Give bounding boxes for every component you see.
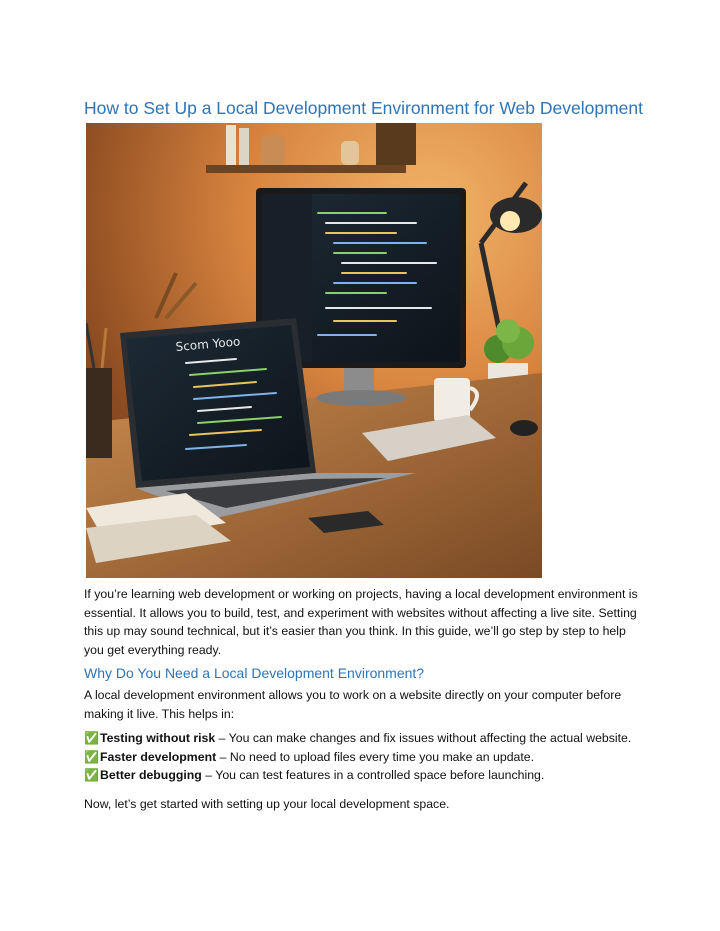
section-heading: Why Do You Need a Local Development Environment?: [84, 665, 425, 681]
hero-image: [86, 123, 542, 578]
intro-paragraph: If you’re learning web development or working on projects, having a local development environment is essential. It allows you to build, test, and experiment with websites without affecting a live site. Setting this up may sound technical, but it’s easier than you think. In this guide, we’ll go step by step to help you get everything ready.: [84, 587, 638, 657]
benefit-description: – You can test features in a controlled space before launching.: [201, 768, 545, 783]
document-title: How to Set Up a Local Development Environment for Web Development: [84, 98, 643, 118]
benefit-term: Faster development: [100, 749, 217, 764]
benefit-description: – You can make changes and fix issues without affecting the actual website.: [215, 731, 632, 745]
list-item: [84, 748, 664, 767]
list-item: [84, 766, 664, 785]
list-item: [84, 729, 664, 748]
closing-paragraph: Now, let’s get started with setting up your local development space.: [84, 797, 450, 811]
section-paragraph: A local development environment allows you to work on a website directly on your computer before making it live. This helps in:: [84, 688, 622, 721]
benefit-term: Better debugging: [100, 768, 202, 783]
check-icon: ✅: [84, 768, 99, 783]
laptop-screen-text: Scom Yooo: [175, 334, 241, 354]
check-icon: ✅: [84, 731, 99, 745]
benefit-term: Testing without risk: [100, 731, 216, 745]
benefit-description: – No need to upload files every time you make an update.: [216, 749, 535, 764]
check-icon: ✅: [84, 749, 99, 764]
benefits-list: [84, 729, 664, 785]
